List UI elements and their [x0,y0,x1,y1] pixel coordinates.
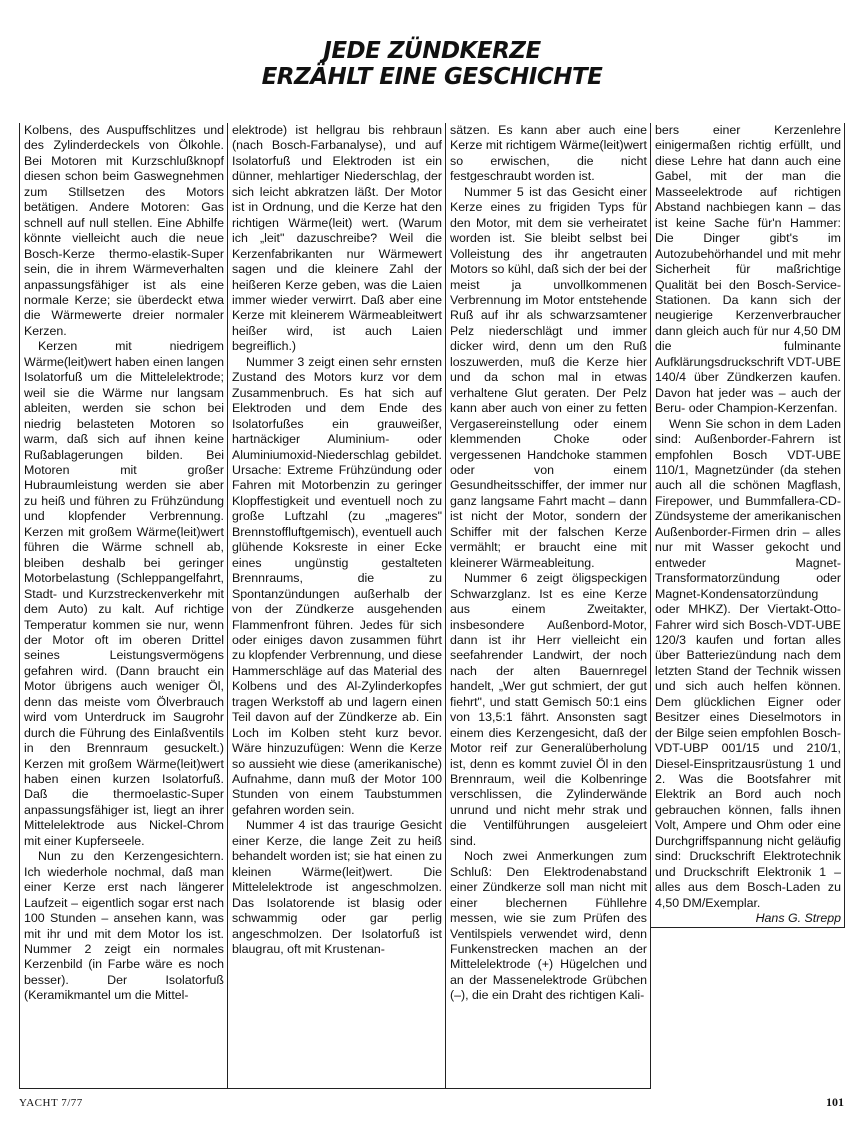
paragraph: elektrode) ist hellgrau bis rehbraun (nach Bosch-Farbanalyse), und auf Isolatorfuß und Elektroden ist ein dünner, mehlartiger Niederschlag, der sich leicht abkratzen läßt. Der Motor ist in Ordnung, und die Kerze hat den richtigen Wärme(leit) wert. (Warum ich „leit" dazuschreibe? Weil die Kerzenfabrikanten nur Wärmewert sagen und die kleinere Zahl der heißeren Kerze geben, was die Laien immer wieder verwirrt. Daß aber eine Kerze mit kleinerem Wärmeableitwert heißer wird, ist auch Laien begreiflich.) [232,123,442,354]
headline [0,38,864,90]
headline-line-1: JEDE ZÜNDKERZE [323,38,541,64]
paragraph: Kerzen mit niedrigem Wärme(leit)wert haben einen langen Isolatorfuß um die Mittelelektrode; weil sie die Wärme nur langsam ableiten, werden sie schon bei niedrig belasteten Motoren so warm, daß sich auf ihnen keine Rußablagerungen bilden. Bei Motoren mit großer Hubraumleistung werden sie aber zu heiß und führen zu Frühzündung und klopfender Verbrennung. Kerzen mit großem Wärme(leit)wert führen die Wärme schnell ab, bleiben deshalb bei geringer Motorbelastung (Schleppangelfahrt, Stadt- und Kurzstreckenverkehr mit dem Auto) zu kalt. Auf richtige Temperatur kommen sie nur, wenn der Motor oft im oberen Drittel seines Leistungsvermögens gefahren wird. (Dann braucht ein Motor übrigens auch weniger Öl, denn das meiste vom Ölverbrauch wird vom Unterdruck im Saugrohr durch die Führung des Einlaßventils in den Brennraum gesuckelt.) Kerzen mit großem Wärme(leit)wert haben einen kurzen Isolatorfuß. Daß die thermoelastic-Super anpassungsfähiger ist, liegt an ihrer Mittelelektrode aus Nickel-Chrom mit einer Kupferseele. [24,339,224,848]
paragraph: Nummer 6 zeigt öligspeckigen Schwarzglanz. Ist es eine Kerze aus einem Zweitakter, insbesondere Außenbord-Motor, dann ist ihr Herr vielleicht ein seefahrender Landwirt, der noch nach der alten Bauernregel handelt, „Wer gut schmiert, der gut fiehrt", und statt Gemisch 50:1 eins von 13,5:1 fährt. Ansonsten sagt einem dies Kerzengesicht, daß der Motor reif zur Generalüberholung ist, denn es kommt zuviel Öl in den Brennraum, weil die Kolbenringe verschlissen, die Zylinderwände unrund und nicht mehr strak und die Ventilführungen ausgeleiert sind. [450,571,647,848]
author-signature: Hans G. Strepp [755,911,841,926]
text-column-2 [228,123,446,1089]
paragraph: Nummer 5 ist das Gesicht einer Kerze eines zu frigiden Typs für den Motor, mit dem sie verheiratet worden ist. Sie bleibt selbst bei Volleistung des ihr angetrauten Motors so kühl, daß sich der bei der meist ja unvollkommenen Verbrennung im Motor entstehende Ruß auf ihr als schwarzsamtener Pelz niederschlägt und immer dicker wird, denn um den Ruß loszuwerden, muß die Kerze hier und da schon mal in etwas verhaltene Glut geraten. Der Pelz kann aber auch von einer zu fetten Vergasereinstellung oder einem klemmenden Choke oder vergessenen Handchoke stammen oder von einem Gesundheitsschiffer, der immer nur ganz langsame Fahrt macht – dann ist nicht der Motor, sondern der Schiffer mit der falschen Kerze vermählt; er braucht eine mit kleinerer Wärmeableitung. [450,184,647,570]
paragraph: Kolbens, des Auspuffschlitzes und des Zylinderdeckels von Ölkohle. Bei Motoren mit Kurzschlußknopf diesen schon beim Gaswegnehmen zum Stillsetzen des Motors betätigen. Andere Motoren: Gas schnell auf null stellen. Eine Abhilfe könnte vielleicht auch die neue Bosch-Kerze thermo-elastik-Super sein, die in ihrem Wärmeverhalten anpassungsfähiger ist als eine normale Kerze; sie überdeckt etwa die Wärmewerte dreier normaler Kerzen. [24,123,224,338]
article-body [19,123,845,1089]
text-column-1 [19,123,228,1089]
magazine-issue: YACHT 7/77 [19,1097,83,1109]
paragraph: Nun zu den Kerzengesichtern. Ich wiederhole nochmal, daß man einer Kerze erst nach längerer Laufzeit – eigentlich sogar erst nach 100 Stunden – ansehen kann, was mit ihr und mit dem Motor los ist. Nummer 2 zeigt ein normales Kerzenbild (in Farbe wäre es noch besser). Der Isolatorfuß (Keramikmantel um die Mittel- [24,849,224,1003]
paragraph: sätzen. Es kann aber auch eine Kerze mit richtigem Wärme(leit)wert so erwischen, die nicht festgeschraubt worden ist. [450,123,647,184]
text-column-3 [446,123,651,1089]
paragraph: Noch zwei Anmerkungen zum Schluß: Den Elektrodenabstand einer Zündkerze soll man nicht mit einer blechernen Fühllehre messen, wie sie zum Prüfen des Ventilspiels verwendet wird, denn Funkenstrecken machen an der Mittelelektrode (+) Hügelchen und an der Massenelektrode Grübchen (–), die ein Draht des richtigen Kali- [450,849,647,1003]
headline-line-2: ERZÄHLT EINE GESCHICHTE [261,64,603,90]
paragraph: bers einer Kerzenlehre einigermaßen richtig erfüllt, und diese Lehre hat dann auch eine Gabel, mit der man die Masseelektrode auf richtigen Abstand nachbiegen kann – das ist keine Sache für'n Hammer: Die Dinger gibt's im Autozubehörhandel und mit mehr Sicherheit für maßrichtige Qualität bei den Bosch-Service-Stationen. Da kann sich der neugierige Kerzenverbraucher dann gleich auch für nur 4,50 DM die fulminante Aufklärungsdruckschrift VDT-UBE 140/4 über Zündkerzen kaufen. Davon hat jeder was – auch der Beru- oder Champion-Kerzenfan. [655,123,841,416]
page-number: 101 [826,1095,844,1109]
text-column-4 [651,123,845,928]
paragraph: Nummer 4 ist das traurige Gesicht einer Kerze, die lange Zeit zu heiß behandelt worden ist; sie hat einen zu kleinen Wärme(leit)wert. Die Mittelelektrode ist angeschmolzen. Das Isolatorende ist blasig oder schwammig oder gar perlig angeschmolzen. Der Isolatorfuß ist blaugrau, oft mit Krustenan- [232,818,442,957]
paragraph: Wenn Sie schon in dem Laden sind: Außenborder-Fahrern ist empfohlen Bosch VDT-UBE 110/1, Magnetzünder (da stehen auch all die schönen Magflash, Firepower, und Bummfallera-CD-Zündsysteme der amerikanischen Außenborder-Firmen drin – alles nur mit Wasser gekocht und entweder Magnet-Transformatorzündung oder Magnet-Kondensatorzündung oder MHKZ). Der Viertakt-Otto-Fahrer wird sich Bosch-VDT-UBE 120/3 kaufen und fortan alles über Batteriezündung nach dem letzten Stand der Technik wissen und sich auch helfen können. Dem glücklichen Eigner oder Besitzer eines Dieselmotors in der Bilge seien empfohlen Bosch-VDT-UBP 001/15 und 210/1, Diesel-Einspritzausrüstung 1 und 2. Was die Bootsfahrer mit Elektrik an Bord auch noch gebrauchen können, falls ihnen Volt, Ampere und Ohm oder eine Durchgriffspannung nicht geläufig sind: Druckschrift Elektrotechnik und Druckschrift Elektronik 1 – alles aus dem Bosch-Laden zu 4,50 DM/Exemplar. [655,416,841,910]
paragraph: Nummer 3 zeigt einen sehr ernsten Zustand des Motors kurz vor dem Zusammenbruch. Es hat sich auf Elektroden und dem Ende des Isolatorfußes ein grauweißer, hartnäckiger Aluminium- oder Aluminiumoxid-Niederschlag gebildet. Ursache: Extreme Frühzündung oder Fahren mit Motorbenzin zu geringer Klopffestigkeit und eventuell noch zu große Luftzahl (zu „mageres" Brennstoffluftgemisch), eventuell auch glühende Koksreste in einer Ecke eines ungünstig gestalteten Brennraums, die zu Spontanzündungen außerhalb der von der Zündkerze ausgehenden Flammenfront führen. Jedes für sich oder einiges davon zusammen führt zu klopfender Verbrennung, und diese Hammerschläge auf das Material des Kolbens und des Al-Zylinderkopfes tragen Werkstoff ab und lagern einen Teil davon auf der Zündkerze ab. Ein Loch im Kolben steht kurz bevor. Wäre hinzuzufügen: Wenn die Kerze so aussieht wie diese (amerikanische) Aufnahme, dann muß der Motor 100 Stunden von einem Taubstummen gefahren worden sein. [232,354,442,817]
